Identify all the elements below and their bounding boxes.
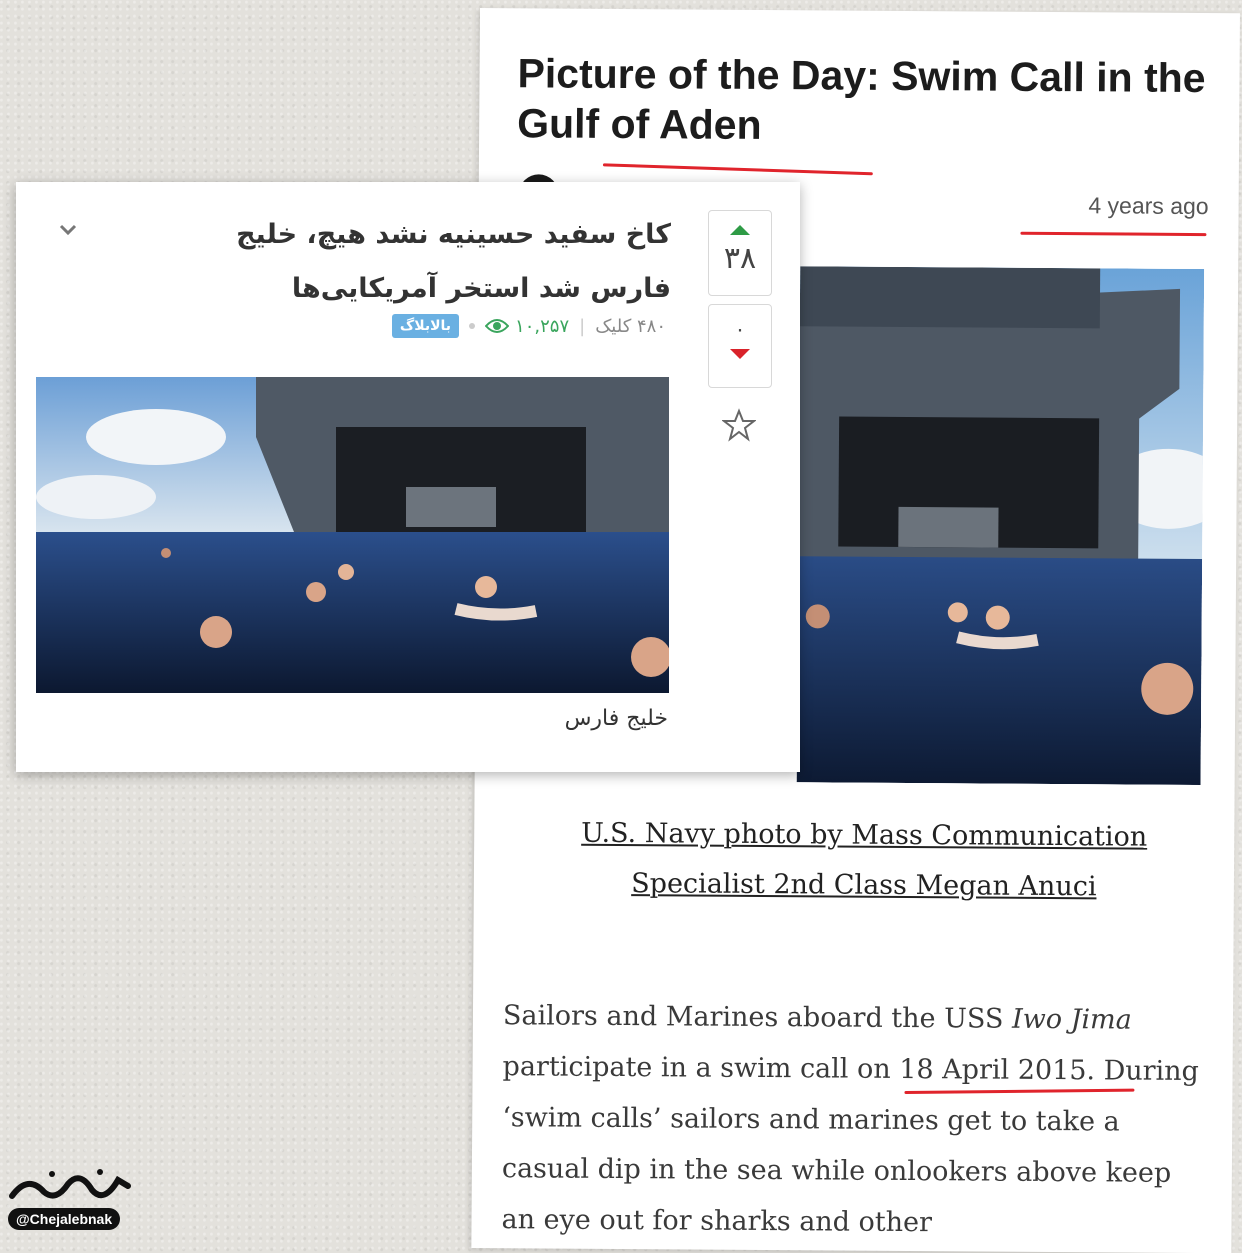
photo-credit-link[interactable]: U.S. Navy photo by Mass Communication Specialist 2nd Class Megan Anuci — [581, 817, 1148, 903]
arrow-down-icon — [730, 349, 750, 359]
upvote-count: ۳۸ — [723, 241, 757, 276]
star-icon[interactable] — [722, 408, 756, 442]
view-count: ۱۰,۲۵۷ — [485, 316, 569, 337]
category-tag[interactable]: بالابلاگ — [392, 314, 459, 338]
downvote-count: ۰ — [734, 317, 746, 341]
article-body: Sailors and Marines aboard the USS Iwo Jima participate in a swim call on 18 April 2015. During ‘swim calls’ sailors and marines get to take a casual dip in the sea while onlookers above keep an eye out for sharks and other — [501, 1000, 1200, 1239]
persian-post-card — [16, 182, 800, 772]
article-title[interactable]: Picture of the Day: Swim Call in the Gulf of Aden — [517, 50, 1206, 148]
watermark-logo — [8, 1166, 132, 1206]
watermark-handle: @Chejalebnak — [8, 1208, 120, 1230]
time-underline-annotation — [1020, 232, 1206, 236]
ship-name: Iwo Jima — [1011, 1003, 1132, 1036]
post-time: 4 years ago — [1088, 192, 1209, 220]
separator-dot — [469, 323, 475, 329]
post-title[interactable]: کاخ سفید حسینیه نشد هیچ، خلیج فارس شد استخر آمریکایی‌ها — [236, 219, 671, 304]
click-count: ۴۸۰ کلیک — [595, 315, 666, 337]
post-photo — [36, 377, 669, 693]
downvote-button[interactable] — [708, 304, 772, 388]
arrow-up-icon — [730, 225, 750, 235]
chevron-down-icon[interactable] — [58, 220, 78, 240]
article-photo — [797, 266, 1205, 785]
upvote-button[interactable] — [708, 210, 772, 296]
post-meta: ۴۸۰ کلیک | ۱۰,۲۵۷ بالابلاگ — [392, 314, 666, 338]
photo-caption: خلیج فارس — [564, 706, 668, 731]
title-underline-annotation — [603, 163, 873, 175]
eye-icon — [485, 318, 509, 334]
